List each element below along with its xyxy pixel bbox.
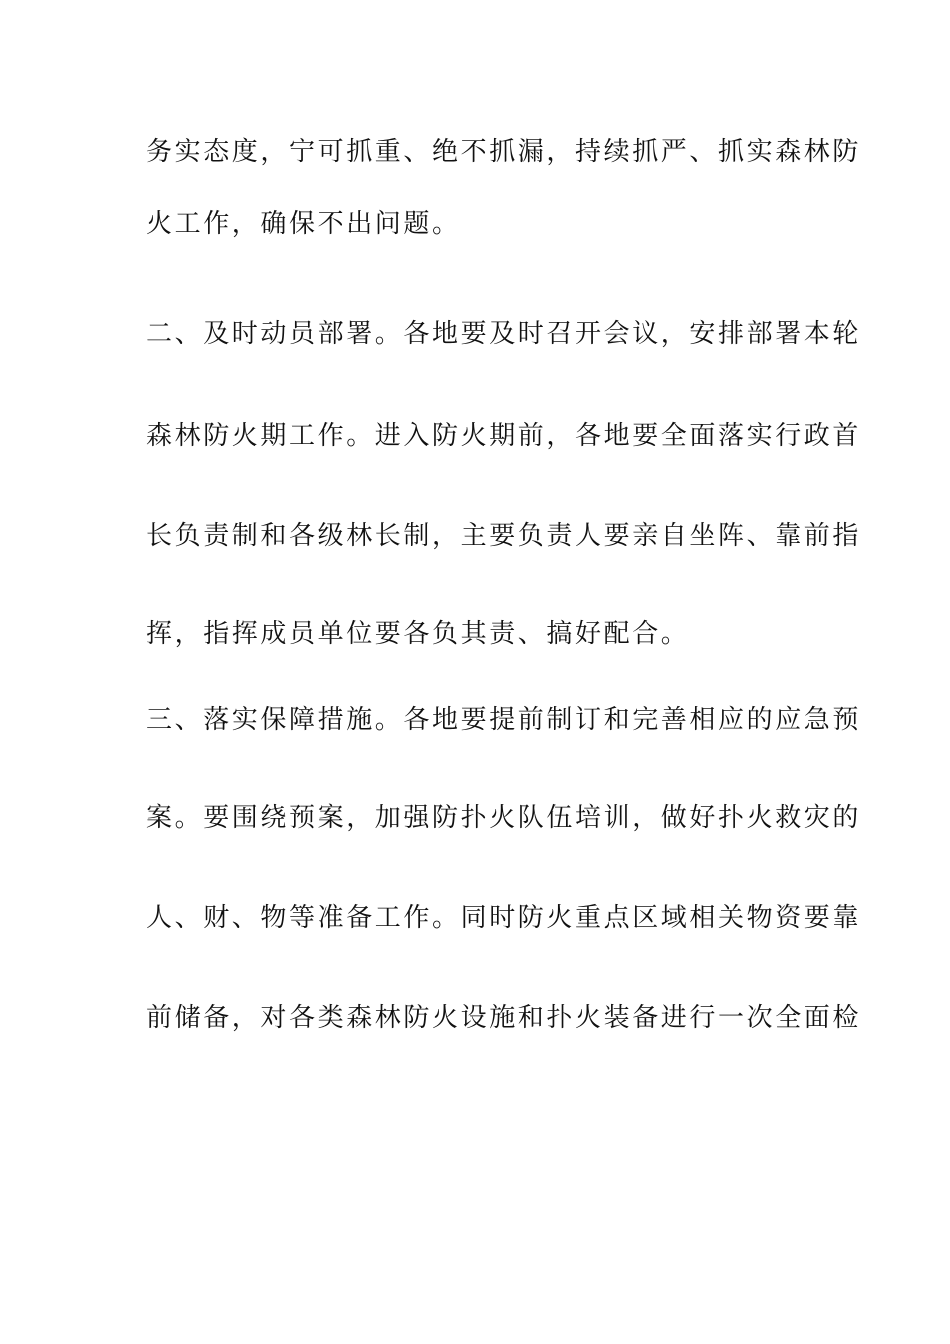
text-line: 案。要围绕预案，加强防扑火队伍培训，做好扑火救灾的: [146, 803, 862, 833]
text-line: 森林防火期工作。进入防火期前，各地要全面落实行政首: [146, 421, 862, 451]
section-three-heading-line: 三、落实保障措施。各地要提前制订和完善相应的应急预: [146, 705, 862, 735]
text-line: 挥，指挥成员单位要各负其责、搞好配合。: [146, 619, 690, 649]
text-line: 火工作，确保不出问题。: [146, 209, 461, 239]
text-line: 务实态度，宁可抓重、绝不抓漏，持续抓严、抓实森林防: [146, 137, 862, 167]
section-two-heading-line: 二、及时动员部署。各地要及时召开会议，安排部署本轮: [146, 319, 862, 349]
text-line: 人、财、物等准备工作。同时防火重点区域相关物资要靠: [146, 903, 862, 933]
text-line: 长负责制和各级林长制，主要负责人要亲自坐阵、靠前指: [146, 521, 862, 551]
text-line: 前储备，对各类森林防火设施和扑火装备进行一次全面检: [146, 1003, 862, 1033]
